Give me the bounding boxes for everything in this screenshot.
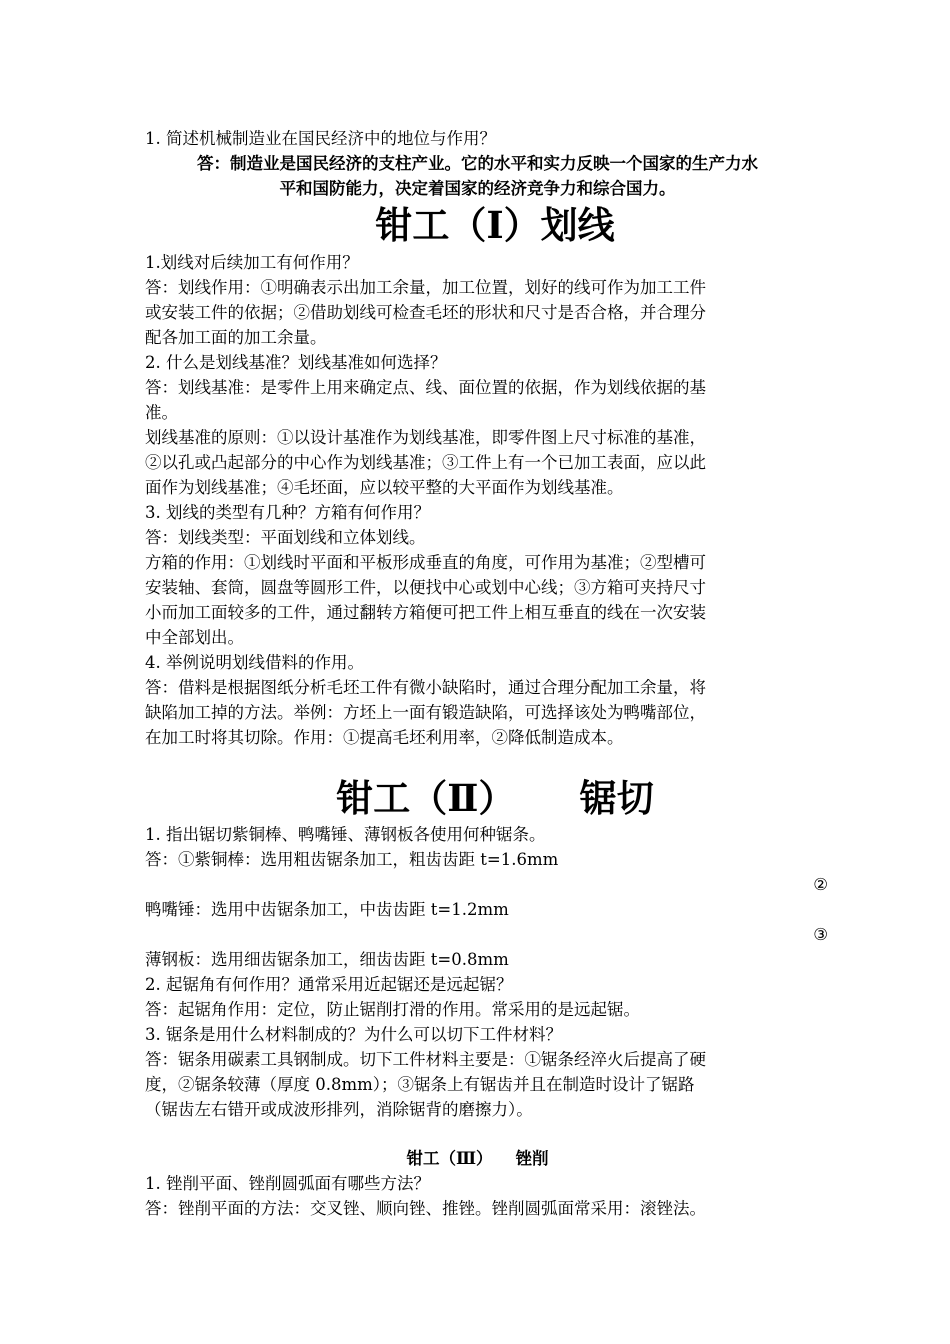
paragraph-line: 缺陷加工掉的方法。举例：方坯上一面有锻造缺陷，可选择该处为鸭嘴部位， bbox=[145, 703, 706, 722]
paragraph-line: 1. 指出锯切紫铜棒、鸭嘴锤、薄钢板各使用何种锯条。 bbox=[145, 825, 546, 844]
paragraph-line: 中全部划出。 bbox=[145, 628, 244, 647]
paragraph-line: 答：锯条用碳素工具钢制成。切下工件材料主要是：①锯条经淬火后提高了硬 bbox=[145, 1050, 706, 1069]
paragraph-line: 答：起锯角作用：定位，防止锯削打滑的作用。常采用的是远起锯。 bbox=[145, 1000, 640, 1019]
paragraph-line: 答：划线基准：是零件上用来确定点、线、面位置的依据，作为划线依据的基 bbox=[145, 378, 706, 397]
paragraph-line: 3. 锯条是用什么材料制成的？为什么可以切下工件材料？ bbox=[145, 1025, 562, 1044]
list-marker: ③ bbox=[813, 925, 828, 944]
intro-answer-line-2: 平和国防能力，决定着国家的经济竞争力和综合国力。 bbox=[279, 179, 676, 198]
section-1-title: 钳工（Ⅰ）划线 bbox=[375, 203, 615, 247]
paragraph-line: 划线基准的原则：①以设计基准作为划线基准，即零件图上尺寸标准的基准， bbox=[145, 428, 706, 447]
list-marker: ② bbox=[813, 875, 828, 894]
paragraph-line: 2. 起锯角有何作用？通常采用近起锯还是远起锯？ bbox=[145, 975, 513, 994]
paragraph-line: 方箱的作用：①划线时平面和平板形成垂直的角度，可作用为基准；②型槽可 bbox=[145, 553, 706, 572]
paragraph-line: 答：借料是根据图纸分析毛坯工件有微小缺陷时，通过合理分配加工余量，将 bbox=[145, 678, 706, 697]
paragraph-line: 安装轴、套筒，圆盘等圆形工件，以便找中心或划中心线；③方箱可夹持尺寸 bbox=[145, 578, 706, 597]
paragraph-line: 4. 举例说明划线借料的作用。 bbox=[145, 653, 364, 672]
paragraph-line: 1.划线对后续加工有何作用？ bbox=[145, 253, 359, 272]
paragraph-line: 在加工时将其切除。作用：①提高毛坯利用率，②降低制造成本。 bbox=[145, 728, 624, 747]
intro-answer-line-1: 答：制造业是国民经济的支柱产业。它的水平和实力反映一个国家的生产力水 bbox=[197, 154, 758, 173]
section-3-title: 钳工（Ⅲ） 锉削 bbox=[406, 1149, 549, 1168]
paragraph-line: 准。 bbox=[145, 403, 178, 422]
paragraph-line: 配各加工面的加工余量。 bbox=[145, 328, 327, 347]
paragraph-line: 度，②锯条较薄（厚度 0.8mm）；③锯条上有锯齿并且在制造时设计了锯路 bbox=[145, 1075, 695, 1094]
paragraph-line: 3. 划线的类型有几种？方箱有何作用？ bbox=[145, 503, 430, 522]
paragraph-line: 答：划线作用：①明确表示出加工余量，加工位置，划好的线可作为加工工件 bbox=[145, 278, 706, 297]
paragraph-line: 2. 什么是划线基准？划线基准如何选择？ bbox=[145, 353, 447, 372]
paragraph-line: 或安装工件的依据；②借助划线可检查毛坯的形状和尺寸是否合格，并合理分 bbox=[145, 303, 706, 322]
intro-question: 1. 简述机械制造业在国民经济中的地位与作用？ bbox=[145, 129, 496, 148]
paragraph-line: （锯齿左右错开或成波形排列，消除锯背的磨擦力）。 bbox=[145, 1100, 533, 1119]
paragraph-line: 鸭嘴锤：选用中齿锯条加工，中齿齿距 t=1.2mm bbox=[145, 900, 509, 919]
paragraph-line: 小而加工面较多的工件，通过翻转方箱便可把工件上相互垂直的线在一次安装 bbox=[145, 603, 706, 622]
paragraph-line: 薄钢板：选用细齿锯条加工，细齿齿距 t=0.8mm bbox=[145, 950, 509, 969]
section-2-title: 钳工（Ⅱ） 锯切 bbox=[336, 776, 654, 820]
paragraph-line: 答：划线类型：平面划线和立体划线。 bbox=[145, 528, 426, 547]
paragraph-line: ②以孔或凸起部分的中心作为划线基准；③工件上有一个已加工表面，应以此 bbox=[145, 453, 706, 472]
paragraph-line: 面作为划线基准；④毛坯面，应以较平整的大平面作为划线基准。 bbox=[145, 478, 624, 497]
paragraph-line: 1. 锉削平面、锉削圆弧面有哪些方法？ bbox=[145, 1174, 430, 1193]
paragraph-line: 答：①紫铜棒：选用粗齿锯条加工，粗齿齿距 t=1.6mm bbox=[145, 850, 559, 869]
paragraph-line: 答：锉削平面的方法：交叉锉、顺向锉、推锉。锉削圆弧面常采用：滚锉法。 bbox=[145, 1199, 706, 1218]
